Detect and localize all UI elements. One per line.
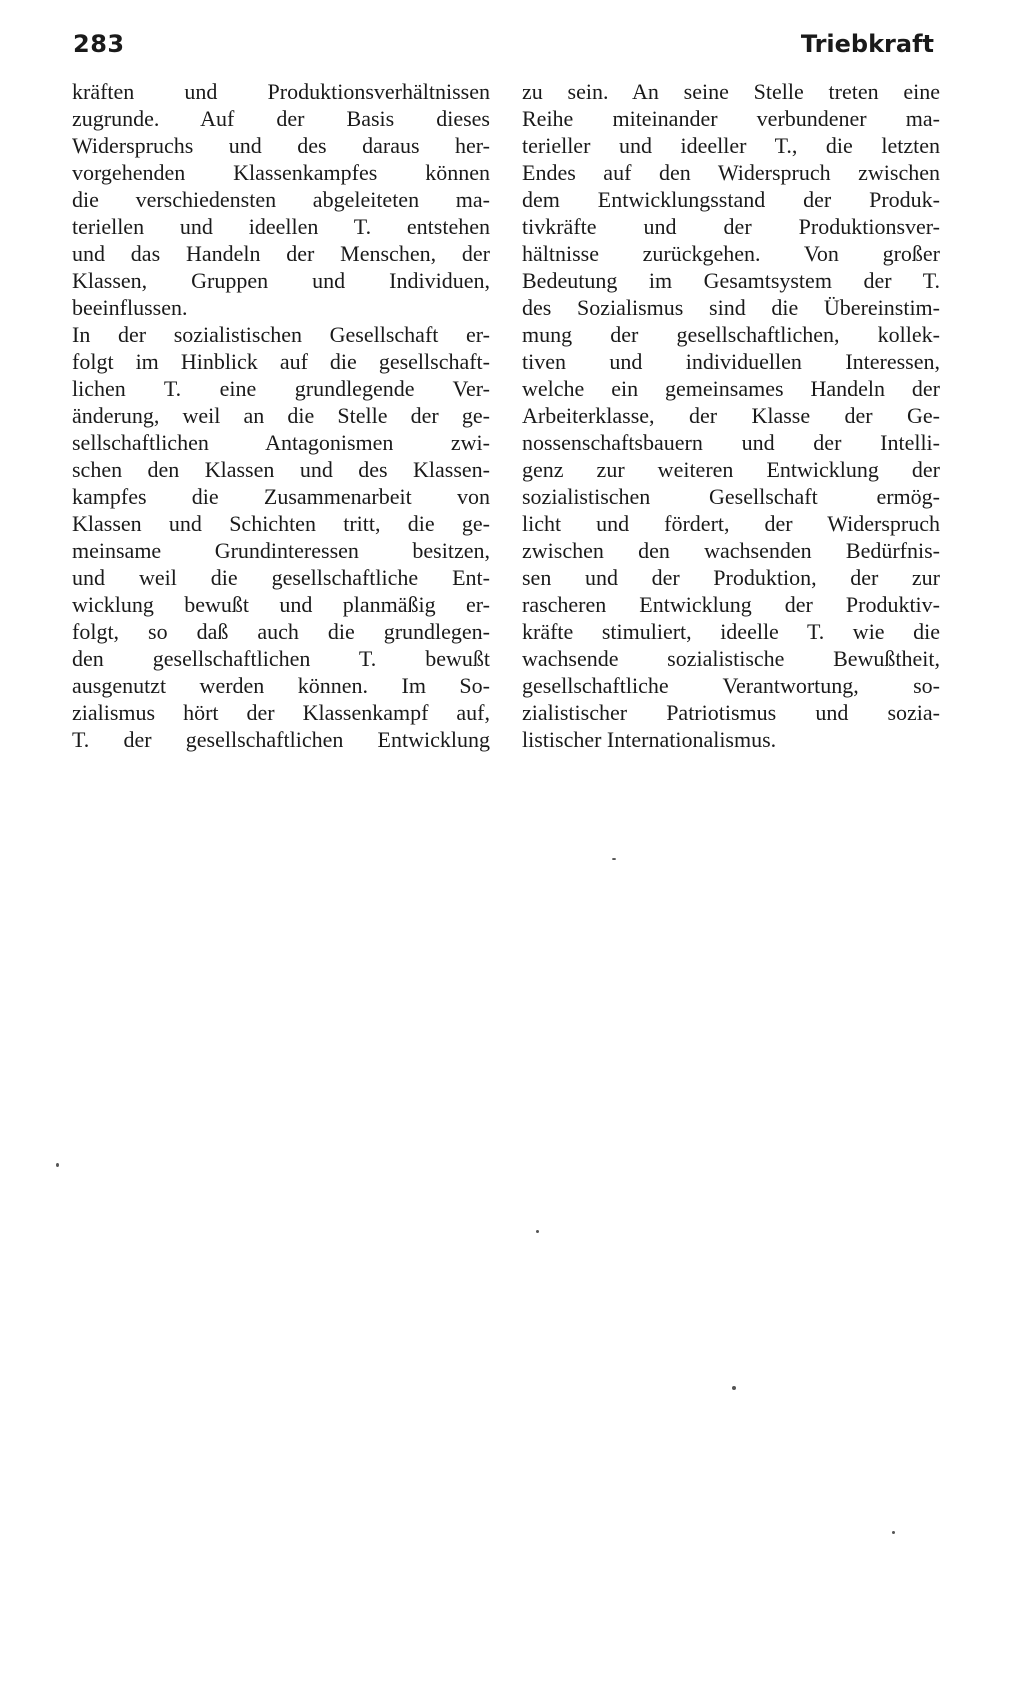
text-line: lichen T. eine grundlegende Ver- (72, 376, 490, 401)
text-line: vorgehenden Klassenkampfes können (72, 160, 490, 185)
text-line: des Sozialismus sind die Übereinstim- (522, 295, 940, 320)
text-line: zialismus hört der Klassenkampf auf, (72, 700, 490, 725)
text-line: Arbeiterklasse, der Klasse der Ge- (522, 403, 940, 428)
text-line: terieller und ideeller T., die letzten (522, 133, 940, 158)
text-line: änderung, weil an die Stelle der ge- (72, 403, 490, 428)
text-line: tiven und individuellen Interessen, (522, 349, 940, 374)
text-line: zialistischer Patriotismus und sozia- (522, 700, 940, 725)
text-line: Endes auf den Widerspruch zwischen (522, 160, 940, 185)
left-column (72, 78, 490, 753)
text-line: genz zur weiteren Entwicklung der (522, 457, 940, 482)
right-column (522, 78, 940, 753)
text-line: Bedeutung im Gesamtsystem der T. (522, 268, 940, 293)
text-line: gesellschaftliche Verantwortung, so- (522, 673, 940, 698)
text-line: T. der gesellschaftlichen Entwicklung (72, 727, 490, 752)
text-line: wicklung bewußt und planmäßig er- (72, 592, 490, 617)
text-line: Klassen, Gruppen und Individuen, (72, 268, 490, 293)
text-line: Widerspruchs und des daraus her- (72, 133, 490, 158)
text-line: folgt, so daß auch die grundlegen- (72, 619, 490, 644)
text-line: schen den Klassen und des Klassen- (72, 457, 490, 482)
text-line: nossenschaftsbauern und der Intelli- (522, 430, 940, 455)
text-line: teriellen und ideellen T. entstehen (72, 214, 490, 239)
text-line: sozialistischen Gesellschaft ermög- (522, 484, 940, 509)
text-line: sellschaftlichen Antagonismen zwi- (72, 430, 490, 455)
scan-speck (612, 858, 616, 860)
text-line: zwischen den wachsenden Bedürfnis- (522, 538, 940, 563)
scan-speck (892, 1531, 895, 1534)
text-line: kräften und Produktionsverhältnissen (72, 79, 490, 104)
text-line: In der sozialistischen Gesellschaft er- (72, 322, 490, 347)
scan-speck (56, 1163, 59, 1167)
text-line: Reihe miteinander verbundener ma- (522, 106, 940, 131)
scan-speck (536, 1230, 539, 1233)
text-line: rascheren Entwicklung der Produktiv- (522, 592, 940, 617)
text-line: Klassen und Schichten tritt, die ge- (72, 511, 490, 536)
text-line: folgt im Hinblick auf die gesellschaft- (72, 349, 490, 374)
text-line: hältnisse zurückgehen. Von großer (522, 241, 940, 266)
text-line: wachsende sozialistische Bewußtheit, (522, 646, 940, 671)
text-line: kräfte stimuliert, ideelle T. wie die (522, 619, 940, 644)
text-line: mung der gesellschaftlichen, kollek- (522, 322, 940, 347)
text-line: und weil die gesellschaftliche Ent- (72, 565, 490, 590)
text-line: zu sein. An seine Stelle treten eine (522, 79, 940, 104)
text-line: meinsame Grundinteressen besitzen, (72, 538, 490, 563)
text-line: zugrunde. Auf der Basis dieses (72, 106, 490, 131)
text-line: listischer Internationalismus. (522, 727, 777, 752)
text-line: dem Entwicklungsstand der Produk- (522, 187, 940, 212)
running-head: Triebkraft (800, 30, 934, 58)
text-line: beeinflussen. (72, 295, 188, 320)
text-line: die verschiedensten abgeleiteten ma- (72, 187, 490, 212)
text-line: licht und fördert, der Widerspruch (522, 511, 940, 536)
text-line: welche ein gemeinsames Handeln der (522, 376, 940, 401)
text-line: kampfes die Zusammenarbeit von (72, 484, 490, 509)
text-line: und das Handeln der Menschen, der (72, 241, 490, 266)
text-line: ausgenutzt werden können. Im So- (72, 673, 490, 698)
scan-speck (732, 1386, 736, 1390)
page-number: 283 (73, 30, 125, 58)
text-line: den gesellschaftlichen T. bewußt (72, 646, 490, 671)
text-line: sen und der Produktion, der zur (522, 565, 940, 590)
text-line: tivkräfte und der Produktionsver- (522, 214, 940, 239)
